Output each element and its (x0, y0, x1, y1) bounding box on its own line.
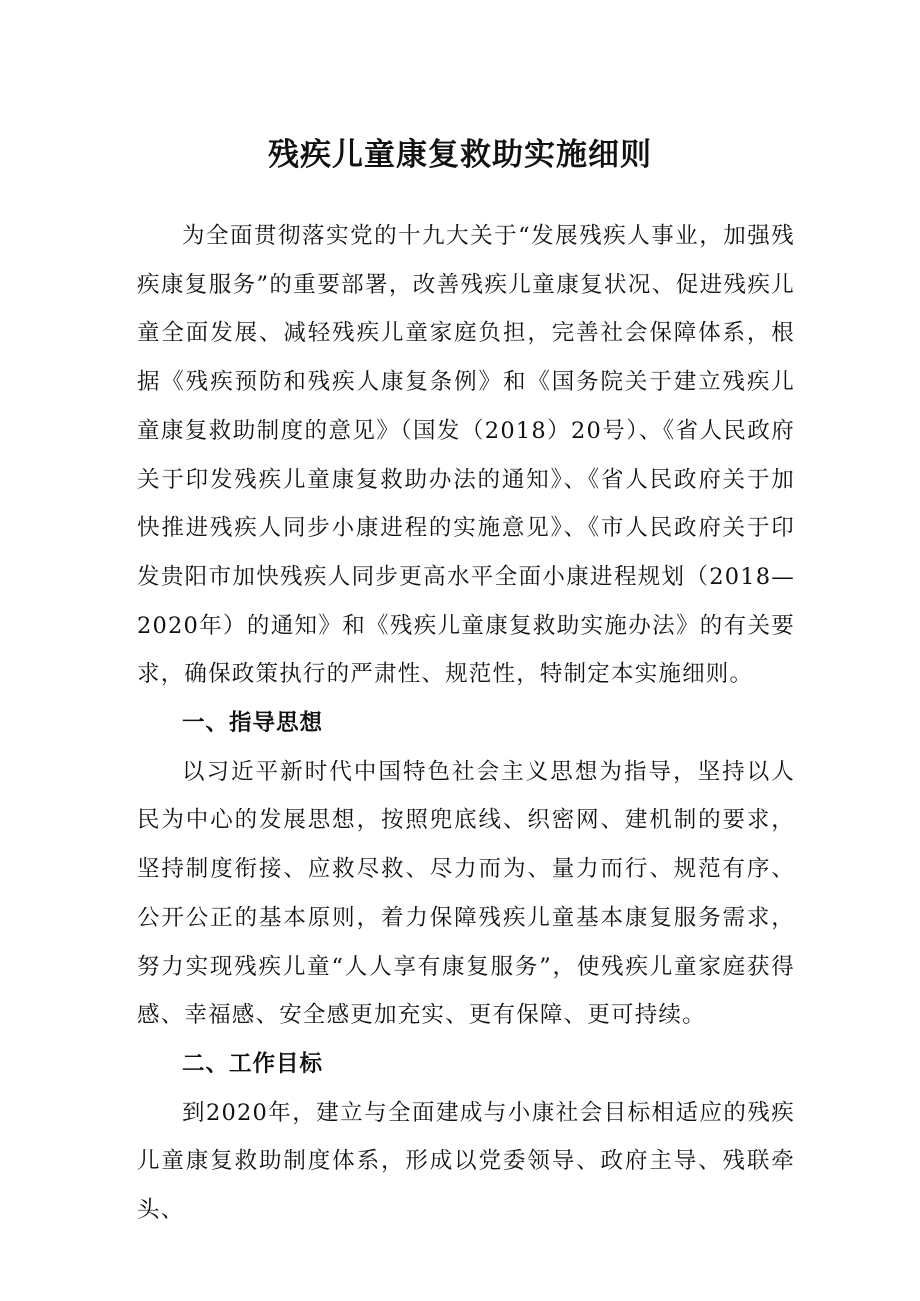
section-heading-work-goals: 二、工作目标 (182, 1050, 324, 1077)
document-title: 残疾儿童康复救助实施细则 (268, 137, 652, 173)
section-paragraph-guiding-ideology: 以习近平新时代中国特色社会主义思想为指导，坚持以人民为中心的发展思想，按照兜底线、织密网、建机制的要求，坚持制度衔接、应救尽救、尽力而为、量力而行、规范有序、公开公正的基本原则，着力保障残疾儿童基本康复服务需求，努力实现残疾儿童“人人享有康复服务”，使残疾儿童家庭获得感、幸福感、安全感更加充实、更有保障、更可持续。 (137, 758, 795, 1029)
intro-paragraph: 为全面贯彻落实党的十九大关于“发展残疾人事业，加强残疾康复服务”的重要部署，改善残疾儿童康复状况、促进残疾儿童全面发展、减轻残疾儿童家庭负担，完善社会保障体系，根据《残疾预防和残疾人康复条例》和《国务院关于建立残疾儿童康复救助制度的意见》（国发（2018）20号）、《省人民政府关于印发残疾儿童康复救助办法的通知》、《省人民政府关于加快推进残疾人同步小康进程的实施意见》、《市人民政府关于印发贵阳市加快残疾人同步更高水平全面小康进程规划（2018—2020年）的通知》和《残疾儿童康复救助实施办法》的有关要求，确保政策执行的严肃性、规范性，特制定本实施细则。 (137, 223, 795, 688)
section-paragraph-work-goals: 到2020年，建立与全面建成与小康社会目标相适应的残疾儿童康复救助制度体系，形成以党委领导、政府主导、残联牵头、 (137, 1099, 795, 1224)
section-heading-guiding-ideology: 一、指导思想 (182, 710, 324, 737)
document-body (137, 212, 795, 1235)
